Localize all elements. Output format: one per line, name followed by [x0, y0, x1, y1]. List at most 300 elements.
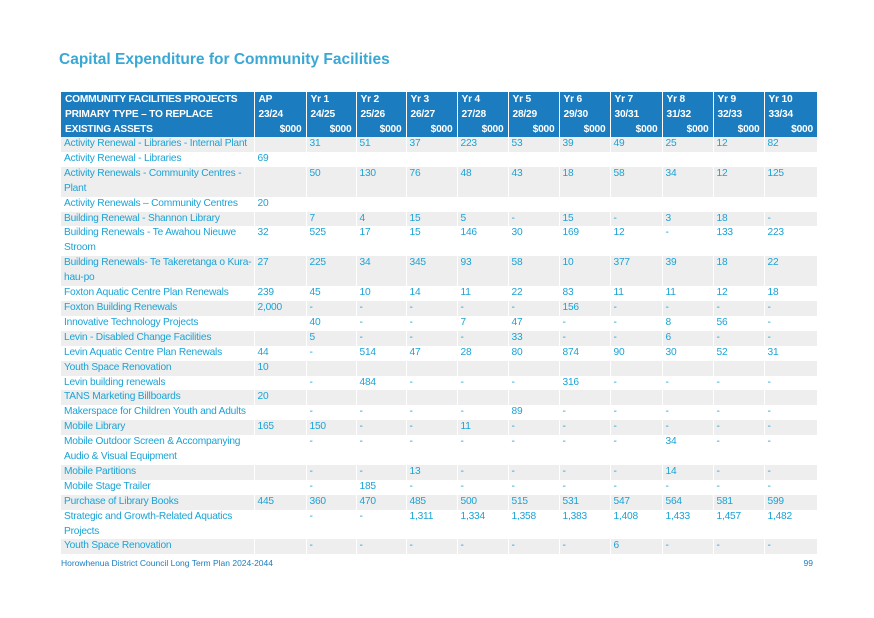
- value-cell: [457, 390, 508, 405]
- column-header-project: [61, 92, 254, 137]
- column-header-line: $000: [329, 124, 352, 135]
- value-cell: 125: [764, 167, 817, 197]
- column-header-line: $000: [686, 124, 709, 135]
- column-header-line: Yr 8: [666, 94, 685, 105]
- value-cell: [306, 197, 356, 212]
- value-cell: 32: [254, 226, 306, 256]
- value-cell: 146: [457, 226, 508, 256]
- value-cell: [713, 390, 764, 405]
- value-cell: [508, 197, 559, 212]
- value-cell: 11: [457, 420, 508, 435]
- value-cell: 1,358: [508, 510, 559, 540]
- value-cell: [406, 361, 457, 376]
- value-cell: 20: [254, 197, 306, 212]
- value-cell: -: [457, 465, 508, 480]
- value-cell: [559, 197, 610, 212]
- value-cell: 40: [306, 316, 356, 331]
- value-cell: -: [356, 465, 406, 480]
- project-name-cell: Youth Space Renovation: [61, 539, 254, 554]
- value-cell: -: [306, 435, 356, 465]
- table-row: [61, 435, 817, 465]
- table-row: [61, 390, 817, 405]
- value-cell: [254, 435, 306, 465]
- value-cell: -: [406, 405, 457, 420]
- value-cell: 12: [713, 137, 764, 152]
- value-cell: [254, 331, 306, 346]
- value-cell: 445: [254, 495, 306, 510]
- value-cell: -: [306, 510, 356, 540]
- value-cell: [356, 361, 406, 376]
- value-cell: 82: [764, 137, 817, 152]
- value-cell: 1,457: [713, 510, 764, 540]
- capex-table: [61, 92, 817, 554]
- value-cell: -: [306, 346, 356, 361]
- project-name-cell: Mobile Partitions: [61, 465, 254, 480]
- column-header-year: [356, 92, 406, 137]
- table-row: [61, 495, 817, 510]
- value-cell: -: [713, 539, 764, 554]
- table-row: [61, 420, 817, 435]
- page-title: Capital Expenditure for Community Facilities: [59, 51, 390, 68]
- value-cell: -: [356, 405, 406, 420]
- value-cell: [713, 152, 764, 167]
- value-cell: 150: [306, 420, 356, 435]
- value-cell: 1,482: [767, 510, 792, 522]
- value-cell: 18: [713, 212, 764, 227]
- table-row: [61, 346, 817, 361]
- value-cell: 10: [559, 256, 610, 286]
- value-cell: 33: [508, 331, 559, 346]
- project-name-cell: Foxton Aquatic Centre Plan Renewals: [61, 286, 254, 301]
- table-row: [61, 167, 817, 197]
- value-cell: 76: [406, 167, 457, 197]
- value-cell: 133: [713, 226, 764, 256]
- value-cell: 500: [457, 495, 508, 510]
- value-cell: 5: [306, 331, 356, 346]
- column-header-line: 27/28: [461, 109, 486, 120]
- value-cell: -: [508, 539, 559, 554]
- value-cell: 8: [662, 316, 713, 331]
- value-cell: 6: [662, 331, 713, 346]
- column-header-line: $000: [481, 124, 504, 135]
- value-cell: 470: [356, 495, 406, 510]
- value-cell: -: [356, 301, 406, 316]
- column-header-line: $000: [583, 124, 606, 135]
- column-header-line: 32/33: [717, 109, 742, 120]
- value-cell: -: [356, 435, 406, 465]
- value-cell: -: [610, 420, 662, 435]
- value-cell: -: [356, 510, 406, 540]
- value-cell: 45: [306, 286, 356, 301]
- table-row: [61, 480, 817, 495]
- value-cell: [662, 390, 713, 405]
- value-cell: 12: [610, 226, 662, 256]
- page-number: 99: [803, 558, 813, 568]
- value-cell: -: [406, 480, 457, 495]
- column-header-line: $000: [635, 124, 658, 135]
- value-cell: 53: [508, 137, 559, 152]
- project-name-cell: Makerspace for Children Youth and Adults: [61, 405, 254, 420]
- table-row: [61, 361, 817, 376]
- value-cell: [254, 405, 306, 420]
- column-header-line: Yr 3: [410, 94, 429, 105]
- column-header-line: 24/25: [310, 109, 335, 120]
- value-cell: 25: [662, 137, 713, 152]
- value-cell: -: [559, 465, 610, 480]
- value-cell: -: [457, 435, 508, 465]
- column-header-year: [508, 92, 559, 137]
- value-cell: 169: [559, 226, 610, 256]
- column-header-year: [406, 92, 457, 137]
- value-cell: -: [457, 539, 508, 554]
- value-cell: [764, 152, 817, 167]
- value-cell: -: [306, 301, 356, 316]
- value-cell: 39: [559, 137, 610, 152]
- project-name-cell: Levin - Disabled Change Facilities: [61, 331, 254, 346]
- value-cell: 31: [767, 346, 779, 358]
- value-cell: -: [662, 376, 713, 391]
- value-cell: 80: [508, 346, 559, 361]
- column-header-year: [713, 92, 764, 137]
- value-cell: 15: [406, 226, 457, 256]
- value-cell: [610, 197, 662, 212]
- table-row: [61, 301, 817, 316]
- value-cell: 34: [356, 256, 406, 286]
- value-cell: 1,408: [610, 510, 662, 540]
- value-cell: 7: [457, 316, 508, 331]
- value-cell: 223: [767, 227, 784, 239]
- value-cell: 4: [356, 212, 406, 227]
- value-cell: -: [764, 539, 817, 554]
- value-cell: 28: [457, 346, 508, 361]
- value-cell: 7: [306, 212, 356, 227]
- value-cell: [764, 390, 817, 405]
- value-cell: 185: [356, 480, 406, 495]
- value-cell: 11: [610, 286, 662, 301]
- table-row: [61, 152, 817, 167]
- value-cell: 27: [254, 256, 306, 286]
- column-header-year: [764, 92, 817, 137]
- project-name-cell: Activity Renewals – Community Centres: [61, 197, 254, 212]
- table-row: [61, 286, 817, 301]
- value-cell: -: [764, 465, 817, 480]
- column-header-line: 25/26: [360, 109, 385, 120]
- value-cell: [254, 510, 306, 540]
- value-cell: -: [662, 539, 713, 554]
- value-cell: 360: [306, 495, 356, 510]
- project-name-cell: Levin Aquatic Centre Plan Renewals: [61, 346, 254, 361]
- value-cell: -: [508, 420, 559, 435]
- value-cell: 47: [406, 346, 457, 361]
- column-header-year: [457, 92, 508, 137]
- project-name-cell: Foxton Building Renewals: [61, 301, 254, 316]
- table-row: [61, 331, 817, 346]
- value-cell: [254, 137, 306, 152]
- value-cell: -: [306, 465, 356, 480]
- value-cell: -: [356, 316, 406, 331]
- value-cell: [356, 152, 406, 167]
- value-cell: -: [406, 331, 457, 346]
- value-cell: 3: [662, 212, 713, 227]
- column-header-line: $000: [379, 124, 402, 135]
- table-row: [61, 376, 817, 391]
- value-cell: -: [406, 301, 457, 316]
- value-cell: [559, 390, 610, 405]
- column-header-line: 31/32: [666, 109, 691, 120]
- value-cell: 37: [406, 137, 457, 152]
- value-cell: -: [406, 376, 457, 391]
- table-row: [61, 510, 817, 540]
- project-name-cell: Activity Renewals - Community Centres - Plant: [61, 167, 254, 197]
- value-cell: 15: [559, 212, 610, 227]
- column-header-line: Yr 10: [768, 94, 793, 105]
- value-cell: 165: [254, 420, 306, 435]
- value-cell: -: [559, 539, 610, 554]
- value-cell: -: [662, 301, 713, 316]
- value-cell: [457, 361, 508, 376]
- value-cell: 43: [508, 167, 559, 197]
- value-cell: [406, 390, 457, 405]
- column-header-line: $000: [430, 124, 453, 135]
- value-cell: -: [713, 480, 764, 495]
- column-header-line: Yr 1: [310, 94, 329, 105]
- value-cell: 156: [559, 301, 610, 316]
- value-cell: -: [662, 480, 713, 495]
- value-cell: 20: [254, 390, 306, 405]
- column-header-line: $000: [737, 124, 760, 135]
- value-cell: -: [662, 420, 713, 435]
- value-cell: 30: [508, 226, 559, 256]
- value-cell: 599: [764, 495, 817, 510]
- column-header-line: $000: [279, 124, 302, 135]
- value-cell: 34: [662, 435, 713, 465]
- project-name-cell: Innovative Technology Projects: [61, 316, 254, 331]
- column-header-line: Yr 2: [360, 94, 379, 105]
- value-cell: -: [610, 331, 662, 346]
- value-cell: [306, 152, 356, 167]
- value-cell: -: [713, 376, 764, 391]
- value-cell: -: [610, 465, 662, 480]
- value-cell: 18: [559, 167, 610, 197]
- value-cell: 11: [457, 286, 508, 301]
- value-cell: 15: [406, 212, 457, 227]
- value-cell: -: [406, 420, 457, 435]
- project-name-cell: Activity Renewal - Libraries: [61, 152, 254, 167]
- value-cell: [559, 152, 610, 167]
- value-cell: -: [306, 539, 356, 554]
- column-header-line: 29/30: [563, 109, 588, 120]
- value-cell: 18: [713, 256, 764, 286]
- value-cell: [406, 152, 457, 167]
- value-cell: [559, 361, 610, 376]
- value-cell: [610, 390, 662, 405]
- value-cell: [306, 361, 356, 376]
- value-cell: 89: [508, 405, 559, 420]
- value-cell: 44: [254, 346, 306, 361]
- value-cell: 22: [508, 286, 559, 301]
- value-cell: 12: [713, 167, 764, 197]
- value-cell: -: [559, 405, 610, 420]
- column-header-year: [610, 92, 662, 137]
- value-cell: -: [713, 465, 764, 480]
- value-cell: [254, 480, 306, 495]
- value-cell: 514: [356, 346, 406, 361]
- value-cell: [508, 152, 559, 167]
- value-cell: [764, 361, 817, 376]
- value-cell: -: [767, 376, 771, 388]
- column-header-line: Yr 4: [461, 94, 480, 105]
- column-header-line: 33/34: [768, 109, 793, 120]
- value-cell: 547: [610, 495, 662, 510]
- value-cell: 345: [406, 256, 457, 286]
- value-cell: -: [406, 316, 457, 331]
- value-cell: [662, 361, 713, 376]
- value-cell: 47: [508, 316, 559, 331]
- value-cell: 18: [767, 287, 779, 299]
- value-cell: -: [406, 539, 457, 554]
- value-cell: [662, 197, 713, 212]
- value-cell: -: [356, 420, 406, 435]
- value-cell: -: [508, 435, 559, 465]
- value-cell: 1,433: [662, 510, 713, 540]
- value-cell: -: [508, 376, 559, 391]
- column-header-year: [559, 92, 610, 137]
- value-cell: -: [559, 316, 610, 331]
- column-header-line: Yr 5: [512, 94, 531, 105]
- value-cell: [406, 197, 457, 212]
- column-header-line: 30/31: [614, 109, 639, 120]
- value-cell: -: [662, 226, 713, 256]
- value-cell: 239: [254, 286, 306, 301]
- value-cell: 11: [662, 286, 713, 301]
- value-cell: [306, 390, 356, 405]
- project-name-cell: Youth Space Renovation: [61, 361, 254, 376]
- table-row: [61, 316, 817, 331]
- column-header-line: COMMUNITY FACILITIES PROJECTS: [65, 94, 238, 105]
- value-cell: [254, 167, 306, 197]
- value-cell: -: [713, 435, 764, 465]
- column-header-year: [254, 92, 306, 137]
- table-row: [61, 226, 817, 256]
- value-cell: -: [713, 301, 764, 316]
- value-cell: 223: [457, 137, 508, 152]
- value-cell: -: [508, 480, 559, 495]
- value-cell: -: [713, 420, 764, 435]
- value-cell: [356, 390, 406, 405]
- column-header-line: AP: [258, 94, 273, 105]
- column-header-line: Yr 9: [717, 94, 736, 105]
- value-cell: -: [767, 406, 771, 418]
- value-cell: -: [764, 420, 817, 435]
- column-header-line: Yr 6: [563, 94, 582, 105]
- value-cell: 52: [713, 346, 764, 361]
- value-cell: [254, 539, 306, 554]
- column-header-line: $000: [532, 124, 555, 135]
- project-name-cell: Purchase of Library Books: [61, 495, 254, 510]
- value-cell: -: [767, 316, 771, 328]
- value-cell: [254, 212, 306, 227]
- value-cell: -: [559, 435, 610, 465]
- column-header-line: 23/24: [258, 109, 283, 120]
- value-cell: [356, 197, 406, 212]
- value-cell: 49: [610, 137, 662, 152]
- project-name-cell: Mobile Library: [61, 420, 254, 435]
- value-cell: 531: [559, 495, 610, 510]
- value-cell: 316: [559, 376, 610, 391]
- value-cell: 525: [306, 226, 356, 256]
- value-cell: [508, 390, 559, 405]
- value-cell: 581: [713, 495, 764, 510]
- value-cell: -: [559, 331, 610, 346]
- value-cell: 34: [662, 167, 713, 197]
- column-header-year: [662, 92, 713, 137]
- table-row: [61, 539, 817, 554]
- column-header-line: 26/27: [410, 109, 435, 120]
- table-row: [61, 465, 817, 480]
- value-cell: [508, 361, 559, 376]
- value-cell: 2,000: [254, 301, 306, 316]
- value-cell: -: [508, 212, 559, 227]
- value-cell: -: [764, 331, 817, 346]
- value-cell: 12: [713, 286, 764, 301]
- value-cell: 484: [356, 376, 406, 391]
- value-cell: -: [610, 316, 662, 331]
- column-header-year: [306, 92, 356, 137]
- value-cell: [764, 197, 817, 212]
- value-cell: -: [767, 436, 771, 448]
- project-name-cell: Mobile Outdoor Screen & Accompanying Audio & Visual Equipment: [61, 435, 254, 465]
- value-cell: 14: [662, 465, 713, 480]
- value-cell: 13: [406, 465, 457, 480]
- value-cell: -: [457, 405, 508, 420]
- value-cell: 377: [610, 256, 662, 286]
- value-cell: 10: [356, 286, 406, 301]
- table-row: [61, 212, 817, 227]
- value-cell: -: [610, 480, 662, 495]
- value-cell: -: [767, 480, 771, 492]
- value-cell: -: [457, 480, 508, 495]
- column-header-line: PRIMARY TYPE – TO REPLACE: [65, 109, 213, 120]
- column-header-line: Yr 7: [614, 94, 633, 105]
- value-cell: 90: [610, 346, 662, 361]
- value-cell: [457, 197, 508, 212]
- value-cell: -: [406, 435, 457, 465]
- value-cell: [713, 197, 764, 212]
- value-cell: 874: [559, 346, 610, 361]
- value-cell: -: [610, 301, 662, 316]
- value-cell: -: [610, 376, 662, 391]
- value-cell: 14: [406, 286, 457, 301]
- value-cell: -: [764, 301, 817, 316]
- value-cell: 50: [306, 167, 356, 197]
- value-cell: 93: [457, 256, 508, 286]
- project-name-cell: Building Renewals- Te Takeretanga o Kura-hau-po: [61, 256, 254, 286]
- value-cell: [662, 152, 713, 167]
- value-cell: -: [508, 301, 559, 316]
- project-name-cell: Building Renewal - Shannon Library: [61, 212, 254, 227]
- value-cell: 30: [662, 346, 713, 361]
- project-name-cell: TANS Marketing Billboards: [61, 390, 254, 405]
- value-cell: 17: [356, 226, 406, 256]
- value-cell: [254, 465, 306, 480]
- value-cell: 6: [610, 539, 662, 554]
- value-cell: 1,383: [559, 510, 610, 540]
- table-row: [61, 137, 817, 152]
- value-cell: 51: [356, 137, 406, 152]
- value-cell: [254, 316, 306, 331]
- value-cell: 10: [254, 361, 306, 376]
- value-cell: 225: [306, 256, 356, 286]
